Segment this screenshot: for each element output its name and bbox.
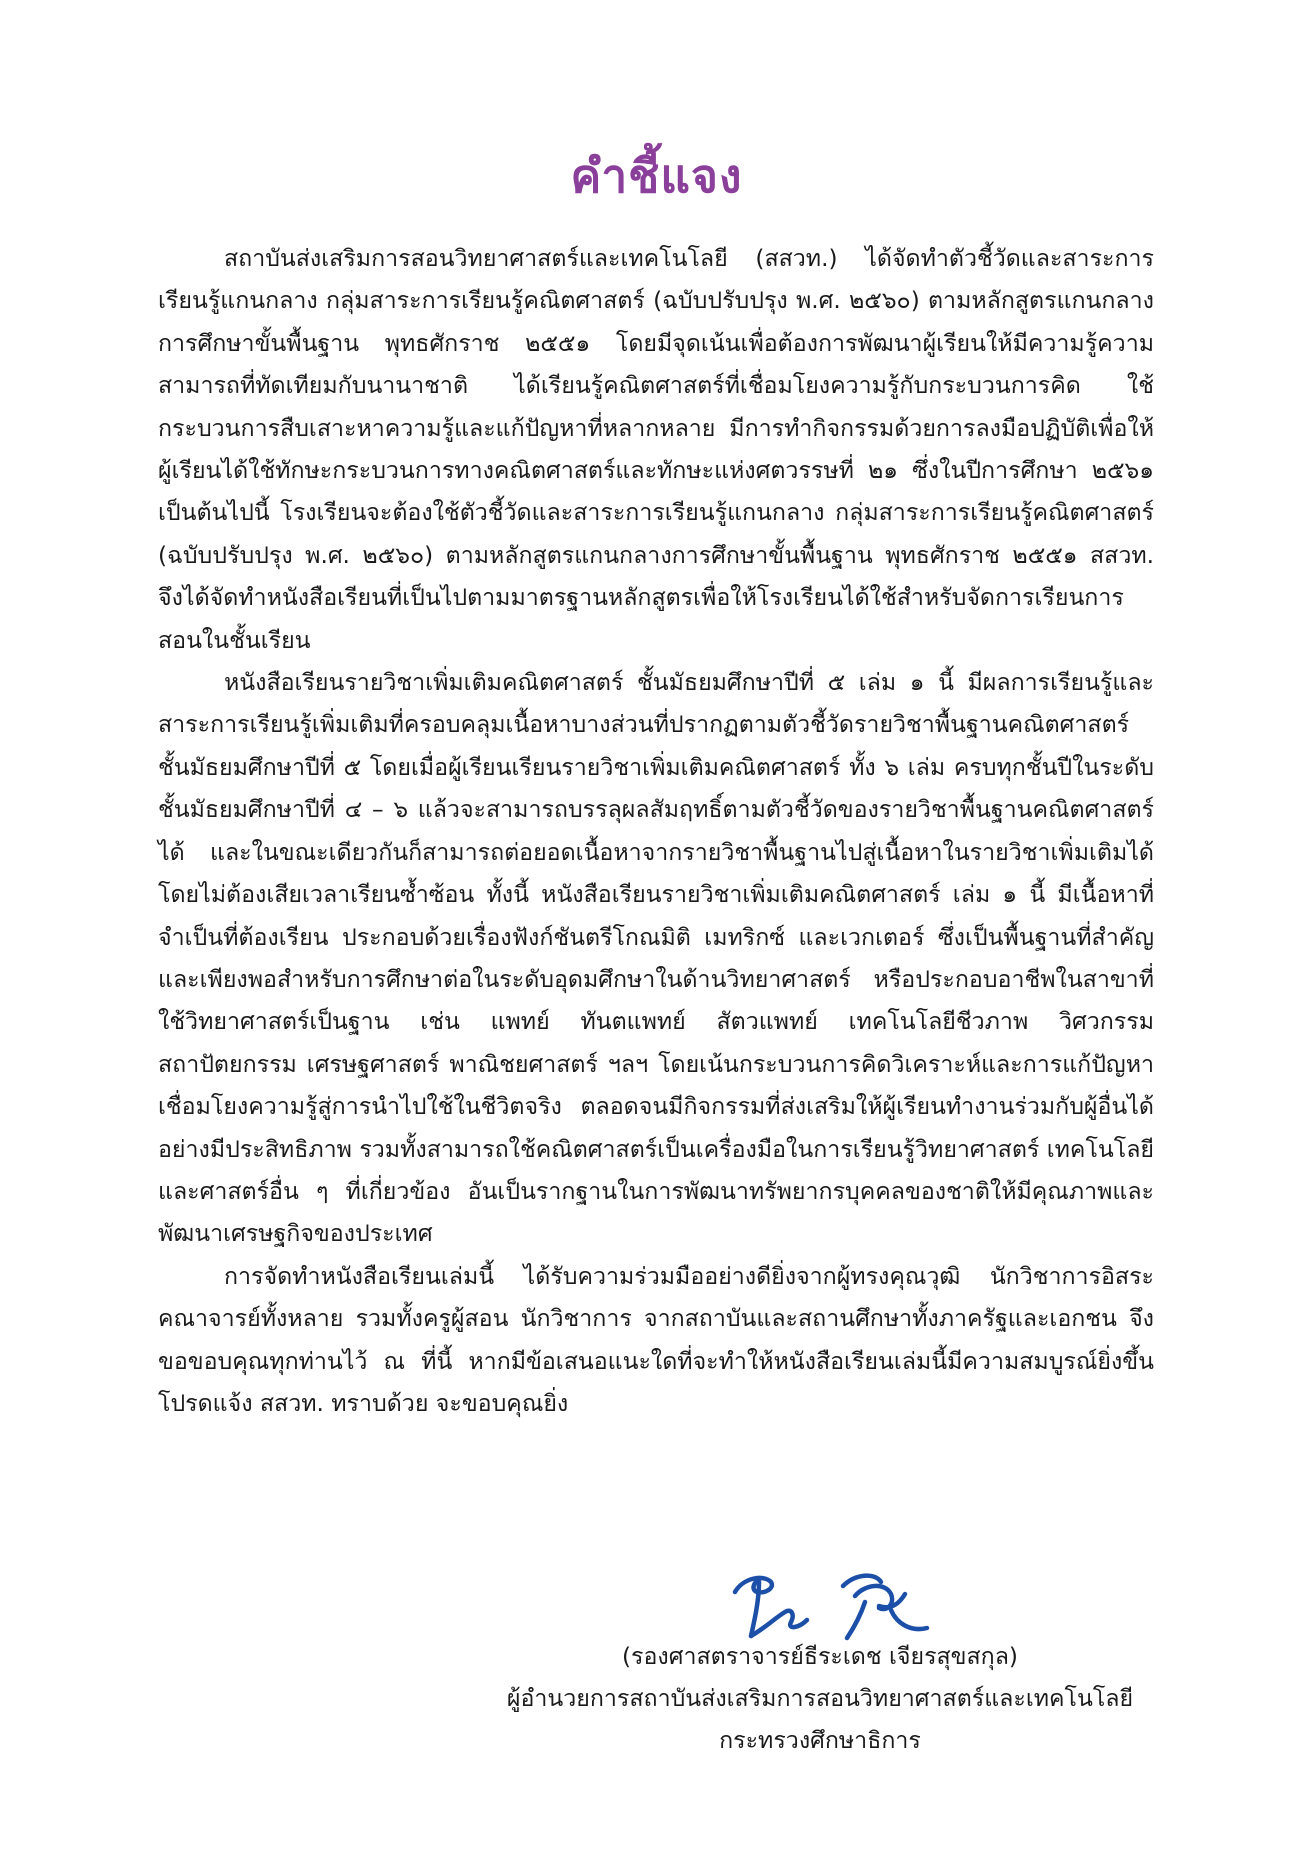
paragraph-2: หนังสือเรียนรายวิชาเพิ่มเติมคณิตศาสตร์ ชั้นมัธยมศึกษาปีที่ ๕ เล่ม ๑ นี้ มีผลการเรียนรู้และสาระการเรียนรู้เพิ่มเติมที่ครอบคลุมเนื้อหาบางส่วนที่ปรากฏตามตัวชี้วัดรายวิชาพื้นฐานคณิตศาสตร์ ชั้นมัธยมศึกษาปีที่ ๕ โดยเมื่อผู้เรียนเรียนรายวิชาเพิ่มเติมคณิตศาสตร์ ทั้ง ๖ เล่ม ครบทุกชั้นปีในระดับชั้นมัธยมศึกษาปีที่ ๔ – ๖ แล้วจะสามารถบรรลุผลสัมฤทธิ์ตามตัวชี้วัดของรายวิชาพื้นฐานคณิตศาสตร์ได้ และในขณะเดียวกันก็สามารถต่อยอดเนื้อหาจากรายวิชาพื้นฐานไปสู่เนื้อหาในรายวิชาเพิ่มเติมได้โดยไม่ต้องเสียเวลาเรียนซ้ำซ้อน ทั้งนี้ หนังสือเรียนรายวิชาเพิ่มเติมคณิตศาสตร์ เล่ม ๑ นี้ มีเนื้อหาที่จำเป็นที่ต้องเรียน ประกอบด้วยเรื่องฟังก์ชันตรีโกณมิติ เมทริกซ์ และเวกเตอร์ ซึ่งเป็นพื้นฐานที่สำคัญและเพียงพอสำหรับการศึกษาต่อในระดับอุดมศึกษาในด้านวิทยาศาสตร์ หรือประกอบอาชีพในสาขาที่ใช้วิทยาศาสตร์เป็นฐาน เช่น แพทย์ ทันตแพทย์ สัตวแพทย์ เทคโนโลยีชีวภาพ วิศวกรรม สถาปัตยกรรม เศรษฐศาสตร์ พาณิชยศาสตร์ ฯลฯ โดยเน้นกระบวนการคิดวิเคราะห์และการแก้ปัญหา เชื่อมโยงความรู้สู่การนำไปใช้ในชีวิตจริง ตลอดจนมีกิจกรรมที่ส่งเสริมให้ผู้เรียนทำงานร่วมกับผู้อื่นได้อย่างมีประสิทธิภาพ รวมทั้งสามารถใช้คณิตศาสตร์เป็นเครื่องมือในการเรียนรู้วิทยาศาสตร์ เทคโนโลยี และศาสตร์อื่น ๆ ที่เกี่ยวข้อง อันเป็นรากฐานในการพัฒนาทรัพยากรบุคคลของชาติให้มีคุณภาพและพัฒนาเศรษฐกิจของประเทศ xyxy=(158,669,1154,1248)
signer-ministry: กระทรวงศึกษาธิการ xyxy=(719,1727,921,1754)
page-title: คำชี้แจง xyxy=(570,149,743,203)
paragraph-1: สถาบันส่งเสริมการสอนวิทยาศาสตร์และเทคโนโลยี (สสวท.) ได้จัดทำตัวชี้วัดและสาระการเรียนรู้แกนกลาง กลุ่มสาระการเรียนรู้คณิตศาสตร์ (ฉบับปรับปรุง พ.ศ. ๒๕๖๐) ตามหลักสูตรแกนกลางการศึกษาขั้นพื้นฐาน พุทธศักราช ๒๕๕๑ โดยมีจุดเน้นเพื่อต้องการพัฒนาผู้เรียนให้มีความรู้ความสามารถที่ทัดเทียมกับนานาชาติ ได้เรียนรู้คณิตศาสตร์ที่เชื่อมโยงความรู้กับกระบวนการคิด ใช้กระบวนการสืบเสาะหาความรู้และแก้ปัญหาที่หลากหลาย มีการทำกิจกรรมด้วยการลงมือปฏิบัติเพื่อให้ผู้เรียนได้ใช้ทักษะกระบวนการทางคณิตศาสตร์และทักษะแห่งศตวรรษที่ ๒๑ ซึ่งในปีการศึกษา ๒๕๖๑ เป็นต้นไปนี้ โรงเรียนจะต้องใช้ตัวชี้วัดและสาระการเรียนรู้แกนกลาง กลุ่มสาระการเรียนรู้คณิตศาสตร์ (ฉบับปรับปรุง พ.ศ. ๒๕๖๐) ตามหลักสูตรแกนกลางการศึกษาขั้นพื้นฐาน พุทธศักราช ๒๕๕๑ สสวท. จึงได้จัดทำหนังสือเรียนที่เป็นไปตามมาตรฐานหลักสูตรเพื่อให้โรงเรียนได้ใช้สำหรับจัดการเรียนการสอนในชั้นเรียน xyxy=(158,245,1154,654)
handwritten-signature xyxy=(715,1548,945,1648)
paragraph-3: การจัดทำหนังสือเรียนเล่มนี้ ได้รับความร่วมมืออย่างดียิ่งจากผู้ทรงคุณวุฒิ นักวิชาการอิสระ คณาจารย์ทั้งหลาย รวมทั้งครูผู้สอน นักวิชาการ จากสถาบันและสถานศึกษาทั้งภาครัฐและเอกชน จึงขอขอบคุณทุกท่านไว้ ณ ที่นี้ หากมีข้อเสนอแนะใดที่จะทำให้หนังสือเรียนเล่มนี้มีความสมบูรณ์ยิ่งขึ้น โปรดแจ้ง สสวท. ทราบด้วย จะขอบคุณยิ่ง xyxy=(158,1262,1154,1417)
signer-position: ผู้อำนวยการสถาบันส่งเสริมการสอนวิทยาศาสตร์และเทคโนโลยี xyxy=(506,1685,1134,1712)
signer-name: (รองศาสตราจารย์ธีระเดช เจียรสุขสกุล) xyxy=(622,1643,1018,1670)
body-text xyxy=(158,238,1154,1425)
signature-block xyxy=(0,1548,1313,1868)
